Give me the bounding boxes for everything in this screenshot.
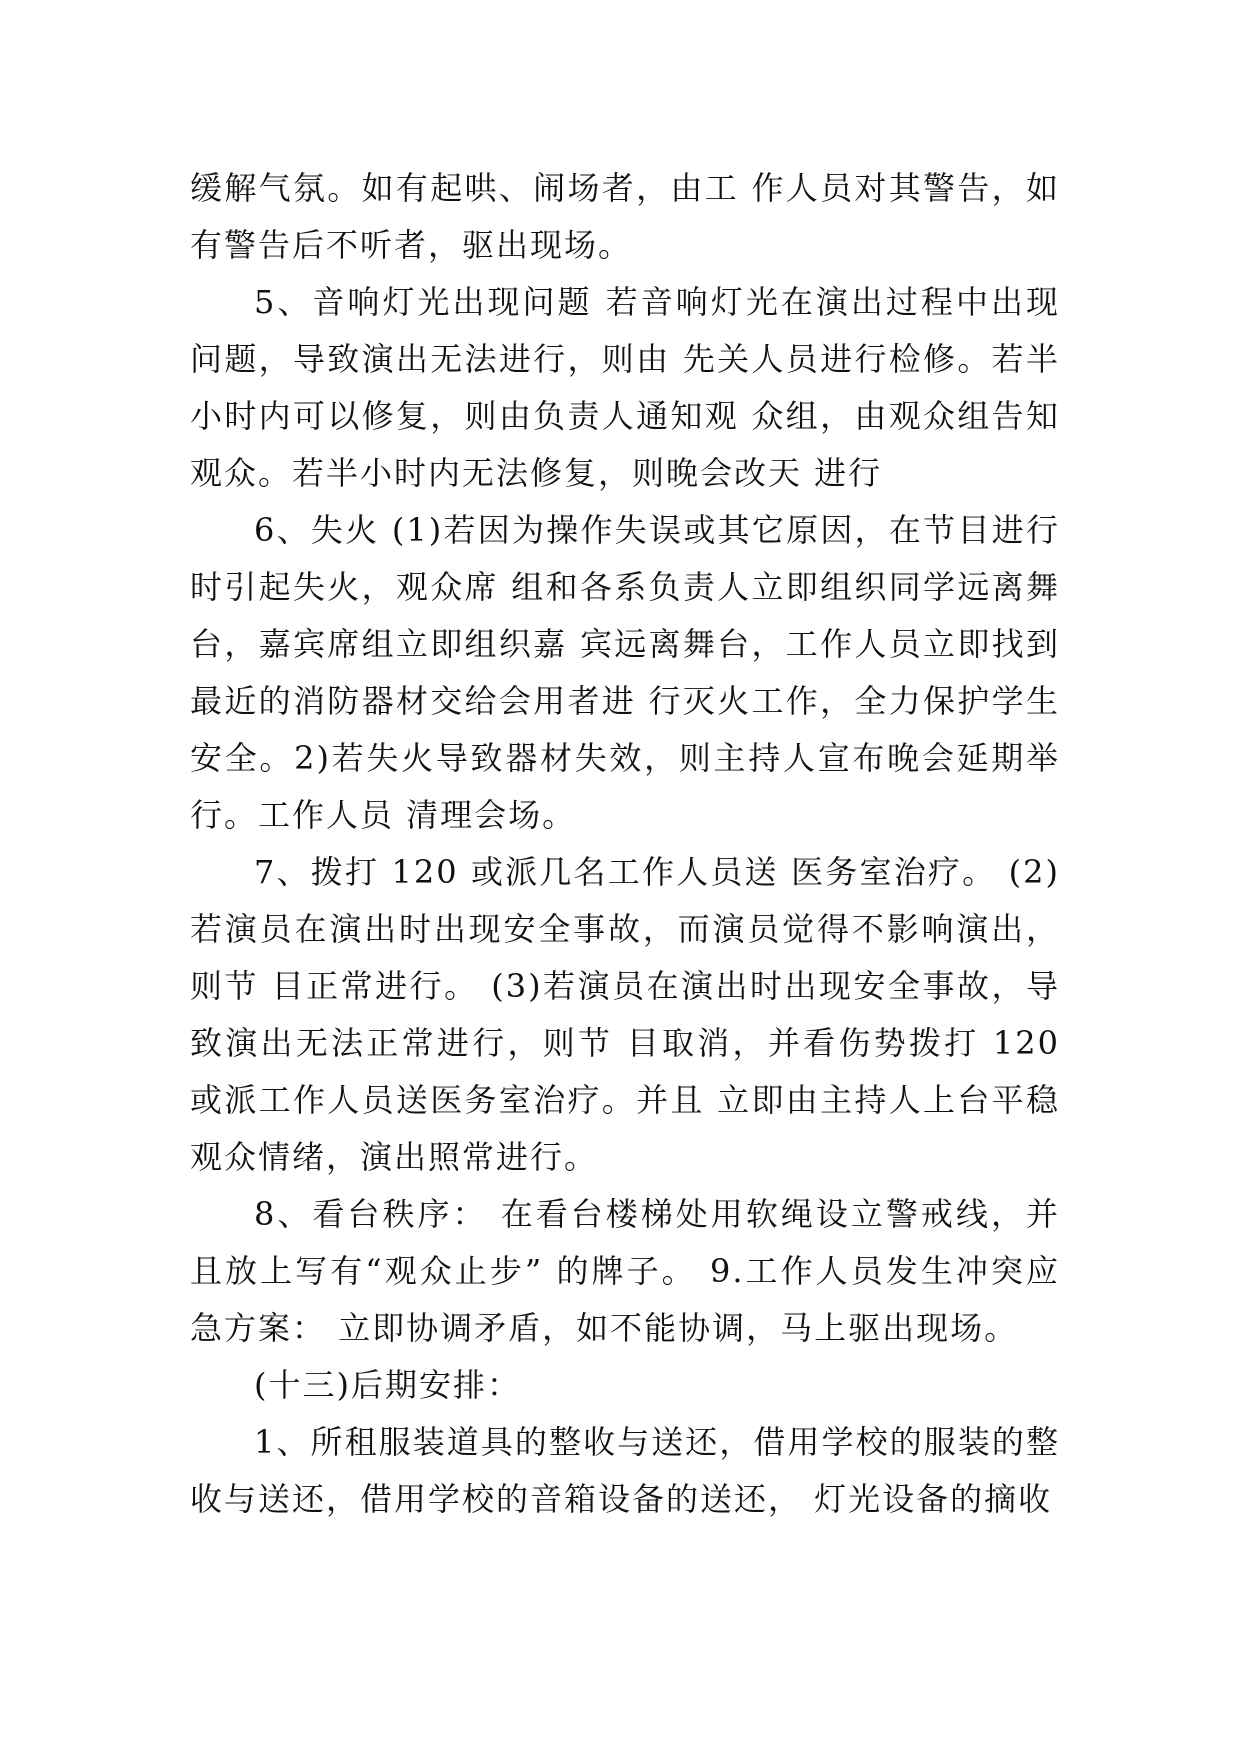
paragraph-2: 5、音响灯光出现问题 若音响灯光在演出过程中出现问题，导致演出无法进行，则由 先关人员进行检修。若半小时内可以修复，则由负责人通知观 众组，由观众组告知观众。若半小时内无法修复，则晚会改天 进行 (190, 283, 1060, 492)
document-body (190, 160, 1060, 1528)
paragraph-6: 1、所租服装道具的整收与送还，借用学校的服装的整收与送还，借用学校的音箱设备的送还， 灯光设备的摘收 (190, 1423, 1060, 1518)
paragraph-4: 7、拨打 120 或派几名工作人员送 医务室治疗。 (2)若演员在演出时出现安全事故，而演员觉得不影响演出，则节 目正常进行。 (3)若演员在演出时出现安全事故，导致演出无法正常进行，则节 目取消，并看伤势拨打 120 或派工作人员送医务室治疗。并且 立即由主持人上台平稳观众情绪，演出照常进行。 (190, 853, 1060, 1176)
section-heading: (十三)后期安排： (254, 1366, 521, 1404)
paragraph-1: 缓解气氛。如有起哄、闹场者，由工 作人员对其警告，如有警告后不听者，驱出现场。 (190, 169, 1060, 264)
paragraph-5: 8、看台秩序： 在看台楼梯处用软绳设立警戒线，并且放上写有“观众止步” 的牌子。 9.工作人员发生冲突应急方案： 立即协调矛盾，如不能协调，马上驱出现场。 (190, 1195, 1060, 1347)
paragraph-3: 6、失火 (1)若因为操作失误或其它原因，在节目进行时引起失火，观众席 组和各系负责人立即组织同学远离舞台，嘉宾席组立即组织嘉 宾远离舞台，工作人员立即找到最近的消防器材交给会用者进 行灭火工作，全力保护学生安全。2)若失火导致器材失效，则主持人宣布晚会延期举行。工作人员 清理会场。 (190, 511, 1060, 834)
